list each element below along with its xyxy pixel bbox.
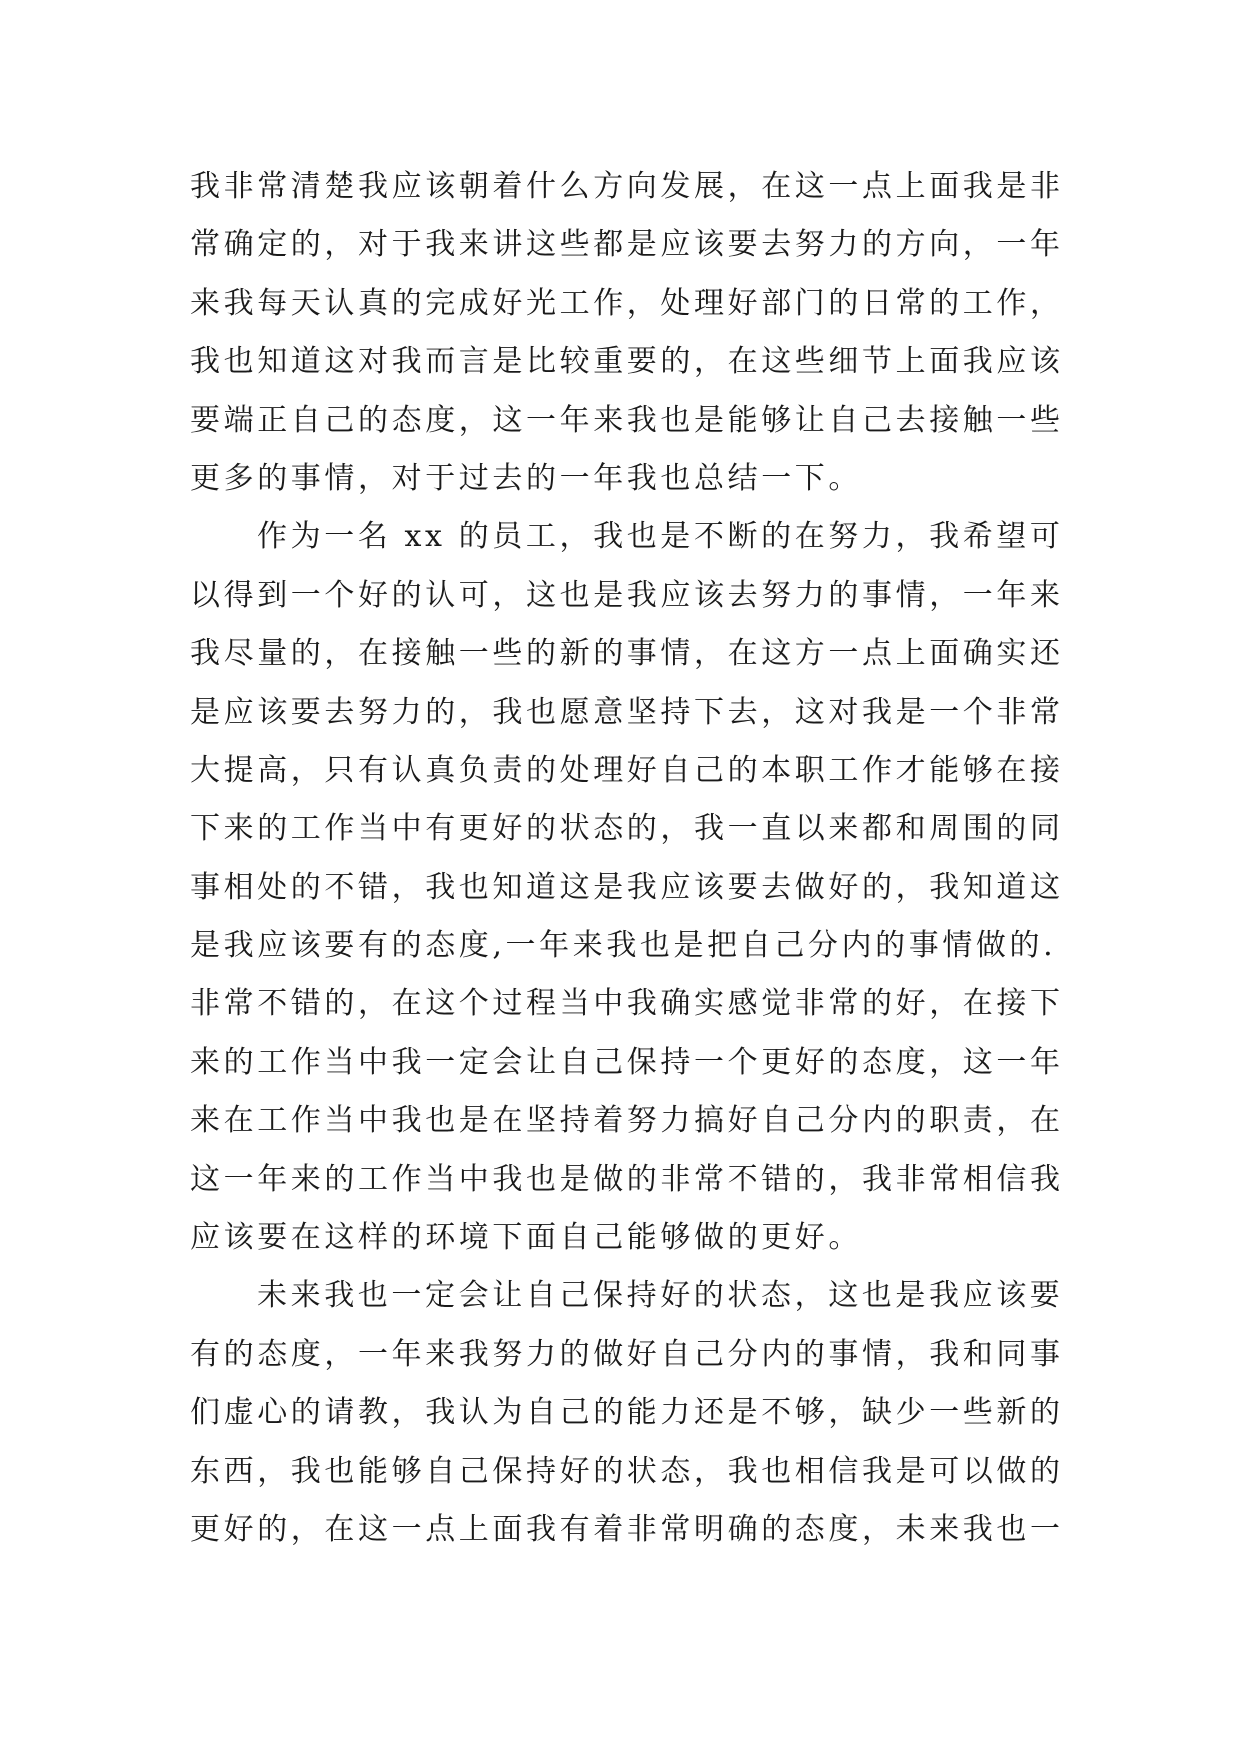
text-line: 以得到一个好的认可，这也是我应该去努力的事情，一年来	[190, 577, 1064, 613]
text-line: 事相处的不错，我也知道这是我应该要去做好的，我知道这	[190, 869, 1064, 905]
text-line: 更多的事情，对于过去的一年我也总结一下。	[190, 460, 862, 496]
text-line: 来在工作当中我也是在坚持着努力搞好自己分内的职责，在	[190, 1103, 1064, 1139]
text-line: 有的态度，一年来我努力的做好自己分内的事情，我和同事	[190, 1336, 1064, 1372]
text-line: 作为一名 xx 的员工，我也是不断的在努力，我希望可	[257, 519, 1064, 555]
text-line: 我非常清楚我应该朝着什么方向发展，在这一点上面我是非	[190, 169, 1064, 204]
text-line: 东西，我也能够自己保持好的状态，我也相信我是可以做的	[190, 1453, 1064, 1489]
text-line: 大提高，只有认真负责的处理好自己的本职工作才能够在接	[190, 752, 1064, 788]
text-line: 是我应该要有的态度,一年来我也是把自己分内的事情做的.	[190, 928, 1057, 964]
document-body-text	[190, 158, 1070, 1559]
text-line: 更好的，在这一点上面我有着非常明确的态度，未来我也一	[190, 1511, 1064, 1547]
text-line: 未来我也一定会让自己保持好的状态，这也是我应该要	[257, 1278, 1064, 1314]
text-line: 要端正自己的态度，这一年来我也是能够让自己去接触一些	[190, 402, 1064, 438]
text-line: 应该要在这样的环境下面自己能够做的更好。	[190, 1220, 862, 1256]
text-line: 我尽量的，在接触一些的新的事情，在这方一点上面确实还	[190, 636, 1064, 672]
text-line: 这一年来的工作当中我也是做的非常不错的，我非常相信我	[190, 1161, 1064, 1197]
text-line: 常确定的，对于我来讲这些都是应该要去努力的方向，一年	[190, 227, 1064, 263]
text-line: 我也知道这对我而言是比较重要的，在这些细节上面我应该	[190, 344, 1064, 380]
text-line: 是应该要去努力的，我也愿意坚持下去，这对我是一个非常	[190, 694, 1064, 730]
text-line: 下来的工作当中有更好的状态的，我一直以来都和周围的同	[190, 811, 1064, 847]
text-line: 来的工作当中我一定会让自己保持一个更好的态度，这一年	[190, 1044, 1064, 1080]
text-line: 非常不错的，在这个过程当中我确实感觉非常的好，在接下	[190, 986, 1064, 1022]
text-line: 们虚心的请教，我认为自己的能力还是不够，缺少一些新的	[190, 1395, 1064, 1431]
text-line: 来我每天认真的完成好光工作，处理好部门的日常的工作，	[190, 285, 1064, 321]
